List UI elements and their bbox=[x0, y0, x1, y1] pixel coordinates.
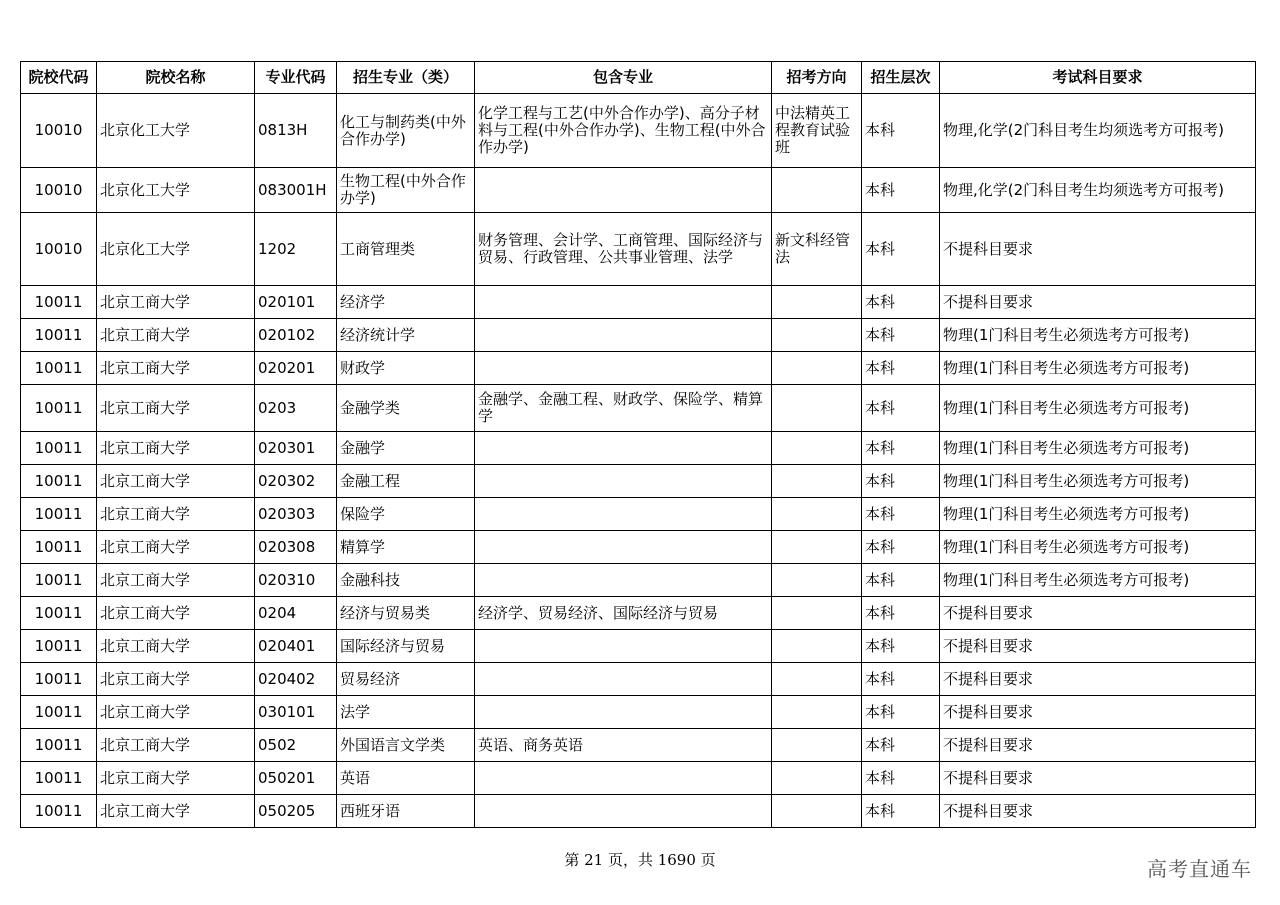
cell-direction bbox=[772, 385, 862, 432]
page-number: 第 21 页，共 1690 页 bbox=[564, 851, 716, 869]
cell-major-code: 020302 bbox=[255, 465, 337, 498]
cell-direction bbox=[772, 432, 862, 465]
cell-subject-requirement: 物理(1门科目考生必须选考方可报考) bbox=[940, 564, 1256, 597]
cell-school-name: 北京工商大学 bbox=[97, 352, 255, 385]
cell-subject-requirement: 不提科目要求 bbox=[940, 597, 1256, 630]
table-row bbox=[21, 498, 1256, 531]
table-row bbox=[21, 762, 1256, 795]
cell-subject-requirement: 不提科目要求 bbox=[940, 286, 1256, 319]
cell-direction bbox=[772, 168, 862, 213]
cell-school-code: 10011 bbox=[21, 696, 97, 729]
table-row bbox=[21, 432, 1256, 465]
cell-included-majors bbox=[475, 498, 772, 531]
cell-major-code: 020308 bbox=[255, 531, 337, 564]
cell-included-majors bbox=[475, 465, 772, 498]
cell-school-code: 10011 bbox=[21, 597, 97, 630]
cell-school-code: 10010 bbox=[21, 168, 97, 213]
cell-subject-requirement: 物理,化学(2门科目考生均须选考方可报考) bbox=[940, 168, 1256, 213]
cell-subject-requirement: 物理(1门科目考生必须选考方可报考) bbox=[940, 352, 1256, 385]
cell-level: 本科 bbox=[862, 168, 940, 213]
header-included-majors: 包含专业 bbox=[475, 62, 772, 94]
cell-major-code: 050205 bbox=[255, 795, 337, 828]
cell-included-majors: 化学工程与工艺(中外合作办学)、高分子材料与工程(中外合作办学)、生物工程(中外合作办学) bbox=[475, 94, 772, 168]
cell-included-majors bbox=[475, 564, 772, 597]
cell-school-code: 10011 bbox=[21, 630, 97, 663]
cell-level: 本科 bbox=[862, 213, 940, 286]
cell-level: 本科 bbox=[862, 352, 940, 385]
cell-level: 本科 bbox=[862, 696, 940, 729]
cell-included-majors: 经济学、贸易经济、国际经济与贸易 bbox=[475, 597, 772, 630]
cell-subject-requirement: 物理(1门科目考生必须选考方可报考) bbox=[940, 465, 1256, 498]
cell-included-majors bbox=[475, 663, 772, 696]
cell-major: 经济学 bbox=[337, 286, 475, 319]
cell-school-name: 北京工商大学 bbox=[97, 795, 255, 828]
table-row bbox=[21, 795, 1256, 828]
cell-major-code: 1202 bbox=[255, 213, 337, 286]
cell-included-majors bbox=[475, 352, 772, 385]
header-school-name: 院校名称 bbox=[97, 62, 255, 94]
header-major-code: 专业代码 bbox=[255, 62, 337, 94]
cell-school-code: 10011 bbox=[21, 352, 97, 385]
cell-direction bbox=[772, 352, 862, 385]
cell-level: 本科 bbox=[862, 319, 940, 352]
cell-school-name: 北京工商大学 bbox=[97, 696, 255, 729]
cell-included-majors bbox=[475, 432, 772, 465]
cell-included-majors bbox=[475, 319, 772, 352]
cell-major-code: 0204 bbox=[255, 597, 337, 630]
cell-direction bbox=[772, 663, 862, 696]
cell-subject-requirement: 物理(1门科目考生必须选考方可报考) bbox=[940, 385, 1256, 432]
cell-major: 工商管理类 bbox=[337, 213, 475, 286]
cell-school-code: 10011 bbox=[21, 432, 97, 465]
cell-school-name: 北京工商大学 bbox=[97, 564, 255, 597]
cell-major: 金融工程 bbox=[337, 465, 475, 498]
cell-major-code: 050201 bbox=[255, 762, 337, 795]
cell-school-code: 10011 bbox=[21, 385, 97, 432]
cell-level: 本科 bbox=[862, 498, 940, 531]
cell-included-majors bbox=[475, 168, 772, 213]
cell-school-name: 北京化工大学 bbox=[97, 94, 255, 168]
cell-level: 本科 bbox=[862, 465, 940, 498]
cell-school-code: 10011 bbox=[21, 564, 97, 597]
cell-included-majors bbox=[475, 795, 772, 828]
cell-level: 本科 bbox=[862, 94, 940, 168]
cell-major-code: 0203 bbox=[255, 385, 337, 432]
table-row bbox=[21, 319, 1256, 352]
cell-major: 贸易经济 bbox=[337, 663, 475, 696]
cell-included-majors bbox=[475, 630, 772, 663]
cell-subject-requirement: 不提科目要求 bbox=[940, 696, 1256, 729]
cell-major-code: 020301 bbox=[255, 432, 337, 465]
cell-school-name: 北京工商大学 bbox=[97, 465, 255, 498]
cell-major: 精算学 bbox=[337, 531, 475, 564]
cell-direction bbox=[772, 696, 862, 729]
table-row bbox=[21, 213, 1256, 286]
cell-school-name: 北京工商大学 bbox=[97, 385, 255, 432]
cell-major-code: 030101 bbox=[255, 696, 337, 729]
table-row bbox=[21, 597, 1256, 630]
header-major: 招生专业（类） bbox=[337, 62, 475, 94]
cell-direction bbox=[772, 498, 862, 531]
cell-major: 化工与制药类(中外合作办学) bbox=[337, 94, 475, 168]
cell-major-code: 020102 bbox=[255, 319, 337, 352]
cell-major-code: 0502 bbox=[255, 729, 337, 762]
cell-included-majors: 财务管理、会计学、工商管理、国际经济与贸易、行政管理、公共事业管理、法学 bbox=[475, 213, 772, 286]
cell-direction bbox=[772, 795, 862, 828]
cell-subject-requirement: 物理(1门科目考生必须选考方可报考) bbox=[940, 531, 1256, 564]
cell-subject-requirement: 不提科目要求 bbox=[940, 762, 1256, 795]
table-row bbox=[21, 465, 1256, 498]
cell-subject-requirement: 物理(1门科目考生必须选考方可报考) bbox=[940, 498, 1256, 531]
cell-major-code: 0813H bbox=[255, 94, 337, 168]
cell-major-code: 020402 bbox=[255, 663, 337, 696]
cell-school-name: 北京工商大学 bbox=[97, 597, 255, 630]
cell-major: 生物工程(中外合作办学) bbox=[337, 168, 475, 213]
cell-major: 经济与贸易类 bbox=[337, 597, 475, 630]
cell-school-code: 10011 bbox=[21, 531, 97, 564]
cell-school-code: 10011 bbox=[21, 319, 97, 352]
cell-major: 西班牙语 bbox=[337, 795, 475, 828]
cell-subject-requirement: 物理(1门科目考生必须选考方可报考) bbox=[940, 432, 1256, 465]
cell-included-majors: 英语、商务英语 bbox=[475, 729, 772, 762]
table-row bbox=[21, 729, 1256, 762]
cell-included-majors: 金融学、金融工程、财政学、保险学、精算学 bbox=[475, 385, 772, 432]
cell-major-code: 083001H bbox=[255, 168, 337, 213]
cell-school-code: 10011 bbox=[21, 729, 97, 762]
table-row bbox=[21, 531, 1256, 564]
cell-major-code: 020401 bbox=[255, 630, 337, 663]
cell-subject-requirement: 不提科目要求 bbox=[940, 795, 1256, 828]
cell-school-name: 北京工商大学 bbox=[97, 432, 255, 465]
table-body bbox=[21, 94, 1256, 828]
header-direction: 招考方向 bbox=[772, 62, 862, 94]
table-row bbox=[21, 286, 1256, 319]
cell-subject-requirement: 不提科目要求 bbox=[940, 729, 1256, 762]
cell-major: 金融科技 bbox=[337, 564, 475, 597]
cell-level: 本科 bbox=[862, 630, 940, 663]
cell-school-code: 10011 bbox=[21, 663, 97, 696]
cell-direction: 新文科经管法 bbox=[772, 213, 862, 286]
cell-level: 本科 bbox=[862, 663, 940, 696]
header-level: 招生层次 bbox=[862, 62, 940, 94]
cell-school-code: 10011 bbox=[21, 795, 97, 828]
cell-school-code: 10011 bbox=[21, 465, 97, 498]
cell-included-majors bbox=[475, 762, 772, 795]
cell-subject-requirement: 不提科目要求 bbox=[940, 630, 1256, 663]
cell-school-name: 北京工商大学 bbox=[97, 319, 255, 352]
table-row bbox=[21, 168, 1256, 213]
cell-included-majors bbox=[475, 696, 772, 729]
cell-level: 本科 bbox=[862, 531, 940, 564]
table-row bbox=[21, 630, 1256, 663]
cell-school-code: 10010 bbox=[21, 94, 97, 168]
cell-major-code: 020201 bbox=[255, 352, 337, 385]
cell-level: 本科 bbox=[862, 762, 940, 795]
cell-level: 本科 bbox=[862, 385, 940, 432]
cell-direction bbox=[772, 630, 862, 663]
cell-direction bbox=[772, 319, 862, 352]
cell-major: 经济统计学 bbox=[337, 319, 475, 352]
cell-school-name: 北京工商大学 bbox=[97, 630, 255, 663]
cell-major-code: 020101 bbox=[255, 286, 337, 319]
cell-major: 财政学 bbox=[337, 352, 475, 385]
admission-table bbox=[20, 61, 1256, 828]
table-row bbox=[21, 696, 1256, 729]
cell-major-code: 020303 bbox=[255, 498, 337, 531]
cell-direction bbox=[772, 597, 862, 630]
table-row bbox=[21, 94, 1256, 168]
cell-level: 本科 bbox=[862, 564, 940, 597]
cell-subject-requirement: 不提科目要求 bbox=[940, 663, 1256, 696]
cell-school-code: 10011 bbox=[21, 286, 97, 319]
table-row bbox=[21, 385, 1256, 432]
cell-major-code: 020310 bbox=[255, 564, 337, 597]
cell-included-majors bbox=[475, 286, 772, 319]
cell-subject-requirement: 物理,化学(2门科目考生均须选考方可报考) bbox=[940, 94, 1256, 168]
cell-major: 金融学类 bbox=[337, 385, 475, 432]
cell-school-code: 10011 bbox=[21, 762, 97, 795]
header-school-code: 院校代码 bbox=[21, 62, 97, 94]
cell-level: 本科 bbox=[862, 432, 940, 465]
table-row bbox=[21, 663, 1256, 696]
cell-major: 法学 bbox=[337, 696, 475, 729]
table-row bbox=[21, 564, 1256, 597]
cell-included-majors bbox=[475, 531, 772, 564]
cell-level: 本科 bbox=[862, 729, 940, 762]
table-row bbox=[21, 352, 1256, 385]
cell-direction bbox=[772, 729, 862, 762]
header-row bbox=[21, 62, 1256, 94]
cell-major: 国际经济与贸易 bbox=[337, 630, 475, 663]
cell-school-name: 北京工商大学 bbox=[97, 729, 255, 762]
cell-direction bbox=[772, 564, 862, 597]
cell-direction bbox=[772, 286, 862, 319]
cell-direction bbox=[772, 465, 862, 498]
cell-school-name: 北京工商大学 bbox=[97, 498, 255, 531]
cell-school-name: 北京化工大学 bbox=[97, 213, 255, 286]
cell-subject-requirement: 物理(1门科目考生必须选考方可报考) bbox=[940, 319, 1256, 352]
cell-school-name: 北京工商大学 bbox=[97, 762, 255, 795]
cell-direction: 中法精英工程教育试验班 bbox=[772, 94, 862, 168]
cell-level: 本科 bbox=[862, 286, 940, 319]
cell-level: 本科 bbox=[862, 597, 940, 630]
cell-major: 外国语言文学类 bbox=[337, 729, 475, 762]
watermark: 高考直通车 bbox=[1147, 857, 1252, 881]
cell-school-code: 10011 bbox=[21, 498, 97, 531]
cell-major: 英语 bbox=[337, 762, 475, 795]
cell-major: 保险学 bbox=[337, 498, 475, 531]
cell-school-name: 北京工商大学 bbox=[97, 286, 255, 319]
header-subject-requirement: 考试科目要求 bbox=[940, 62, 1256, 94]
cell-direction bbox=[772, 762, 862, 795]
cell-school-name: 北京化工大学 bbox=[97, 168, 255, 213]
cell-level: 本科 bbox=[862, 795, 940, 828]
cell-school-name: 北京工商大学 bbox=[97, 531, 255, 564]
cell-school-code: 10010 bbox=[21, 213, 97, 286]
cell-school-name: 北京工商大学 bbox=[97, 663, 255, 696]
cell-direction bbox=[772, 531, 862, 564]
cell-major: 金融学 bbox=[337, 432, 475, 465]
cell-subject-requirement: 不提科目要求 bbox=[940, 213, 1256, 286]
